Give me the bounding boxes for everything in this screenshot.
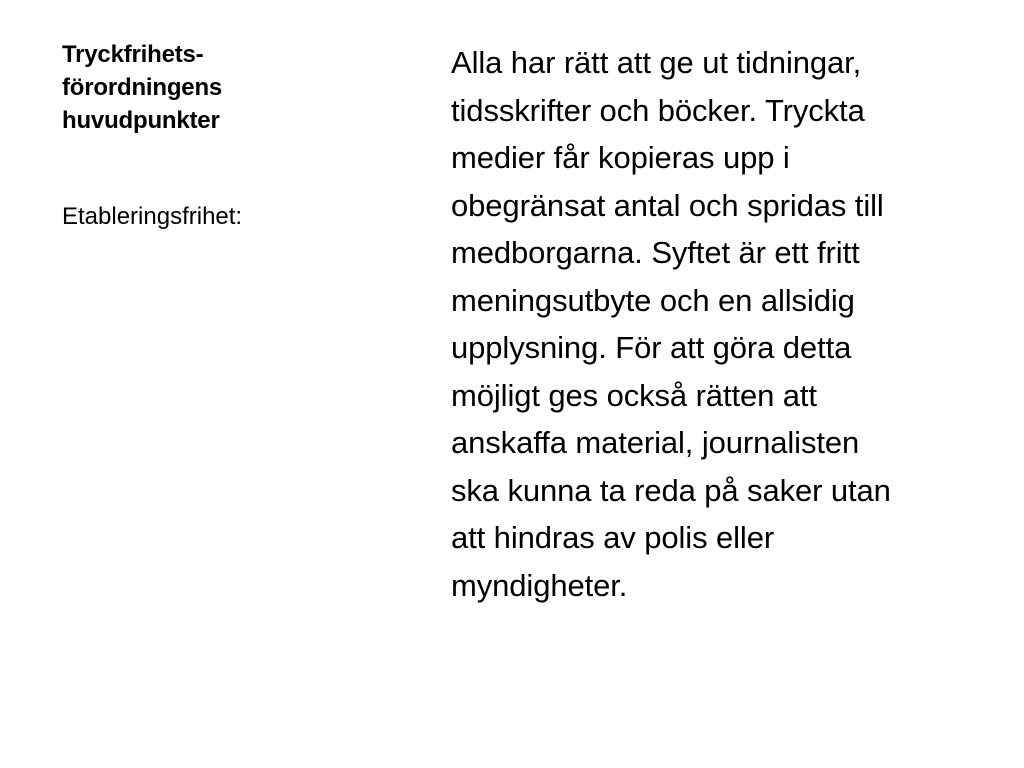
slide-title-line: huvudpunkter [62,107,220,135]
body-text-line: att hindras av polis eller [451,520,775,555]
slide-title [62,38,392,137]
body-text-line: meningsutbyte och en allsidig [451,282,855,318]
body-text-line: medborgarna. Syftet är ett fritt [451,235,860,270]
body-text-line: Alla har rätt att ge ut tidningar, [451,45,862,80]
body-text-line: obegränsat antal och spridas till [451,187,884,223]
body-text-line: möjligt ges också rätten att [451,377,817,413]
body-text-line: anskaffa material, journalisten [451,425,860,460]
body-text-line: tidsskrifter och böcker. Tryckta [451,92,865,128]
body-text-line: upplysning. För att göra detta [451,330,852,365]
slide-body-text [451,39,971,609]
body-text-line: myndigheter. [451,567,628,603]
slide-title-line: Tryckfrihets- [62,41,204,68]
slide-title-line: förordningens [62,74,223,102]
body-text-line: ska kunna ta reda på saker utan [451,472,891,508]
left-column [62,38,392,233]
body-text-line: medier får kopieras upp i [451,140,790,175]
slide-subtitle: Etableringsfrihet: [62,203,243,231]
